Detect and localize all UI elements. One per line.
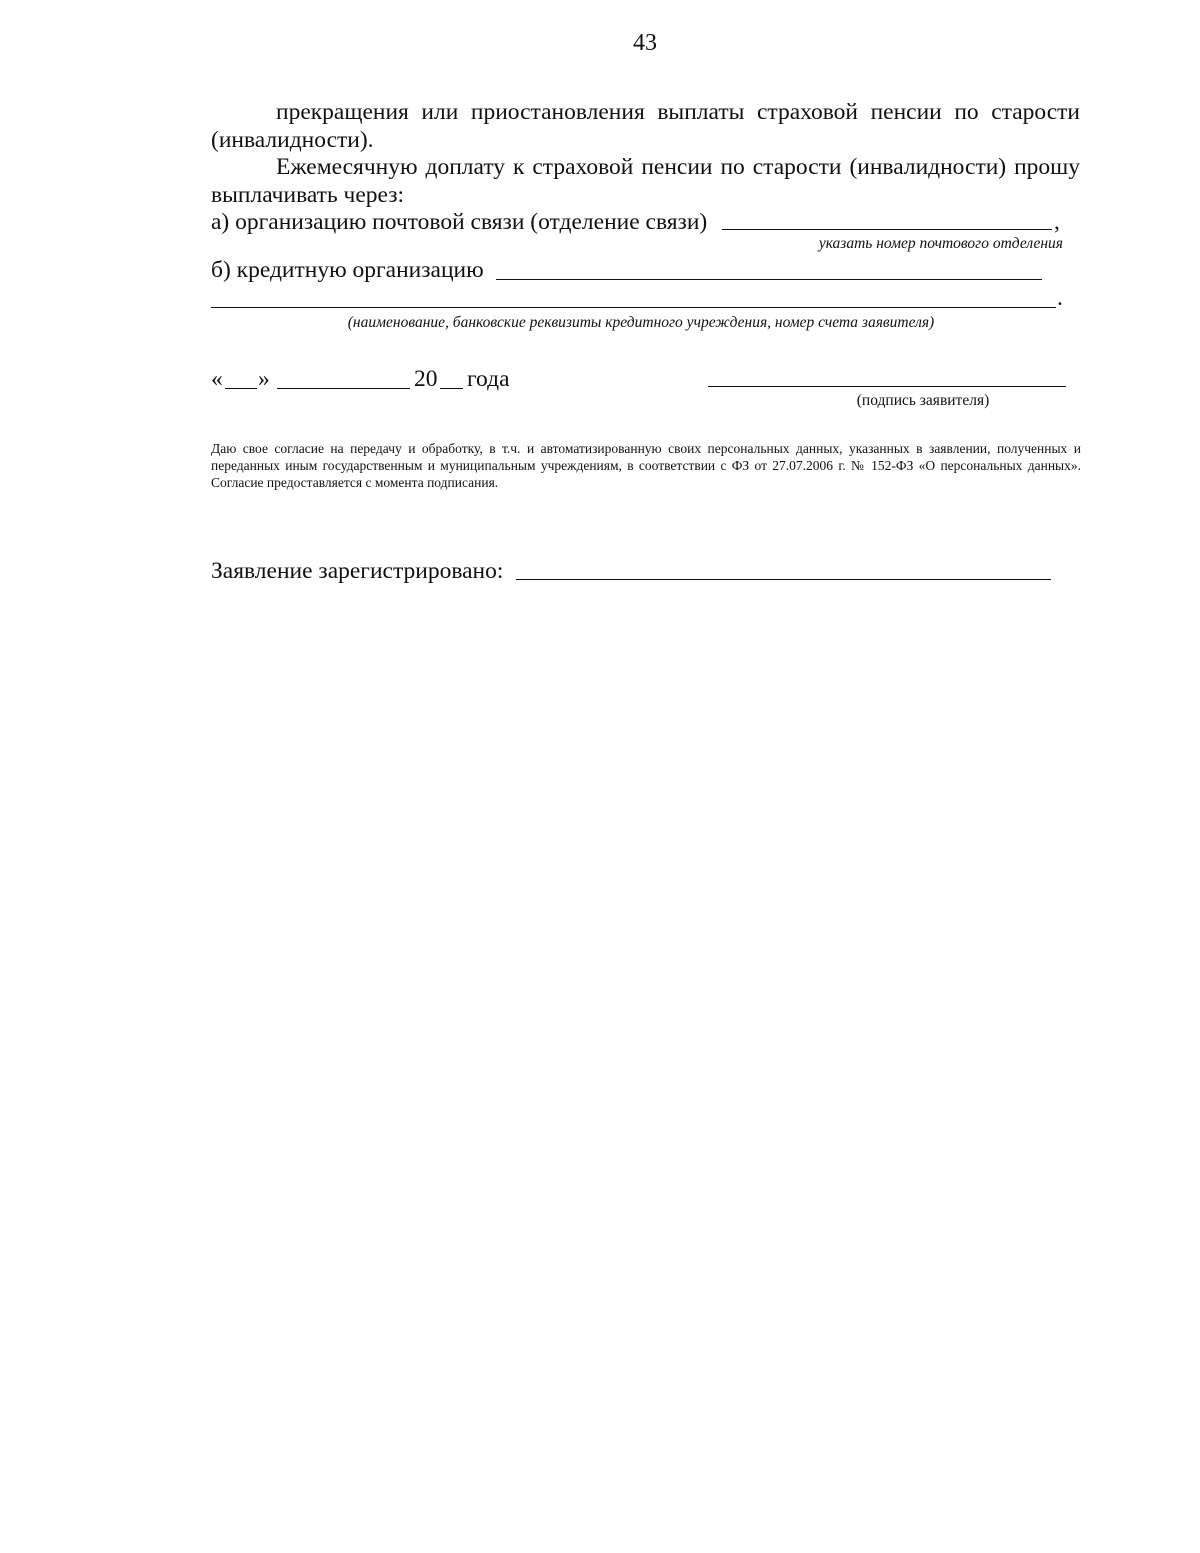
signature-caption: (подпись заявителя) — [856, 392, 990, 409]
bank-field-line2[interactable] — [211, 307, 1056, 308]
signature-field[interactable] — [708, 386, 1066, 387]
post-office-caption: указать номер почтового отделения — [818, 235, 1063, 252]
option-b-period: . — [1057, 285, 1063, 311]
option-a-label: а) организацию почтовой связи (отделение связи) — [211, 209, 708, 235]
date-year-field[interactable] — [440, 388, 463, 389]
date-open-quote: « — [211, 366, 223, 392]
date-year-prefix: 20 — [414, 366, 438, 392]
paragraph1-line1: прекращения или приостановления выплаты страховой пенсии по старости — [276, 99, 1080, 125]
bank-caption: (наименование, банковские реквизиты кредитного учреждения, номер счета заявителя) — [347, 314, 935, 331]
paragraph1-line2: (инвалидности). — [211, 127, 374, 153]
date-year-suffix: года — [467, 366, 510, 392]
option-a-comma: , — [1054, 209, 1060, 235]
bank-field-line1[interactable] — [496, 279, 1042, 280]
option-b-label: б) кредитную организацию — [211, 257, 484, 283]
registration-field[interactable] — [516, 579, 1051, 580]
post-office-field[interactable] — [722, 229, 1052, 230]
page-number: 43 — [633, 30, 657, 56]
registration-label: Заявление зарегистрировано: — [211, 558, 504, 584]
date-day-field[interactable] — [225, 388, 257, 389]
paragraph2-line1: Ежемесячную доплату к страховой пенсии по старости (инвалидности) прошу — [276, 154, 1080, 180]
consent-text: Даю свое согласие на передачу и обработку, в т.ч. и автоматизированную своих персональных данных, указанных в заявлении, полученных и переданных иным государственным и муниципальным учреждениям, в соответствии с ФЗ от 27.07.2006 г. № 152-ФЗ «О персональных данных». Согласие предоставляется с момента подписания. — [211, 441, 1081, 490]
paragraph2-line2: выплачивать через: — [211, 182, 405, 208]
date-month-field[interactable] — [277, 388, 410, 389]
date-close-quote: » — [258, 366, 270, 392]
